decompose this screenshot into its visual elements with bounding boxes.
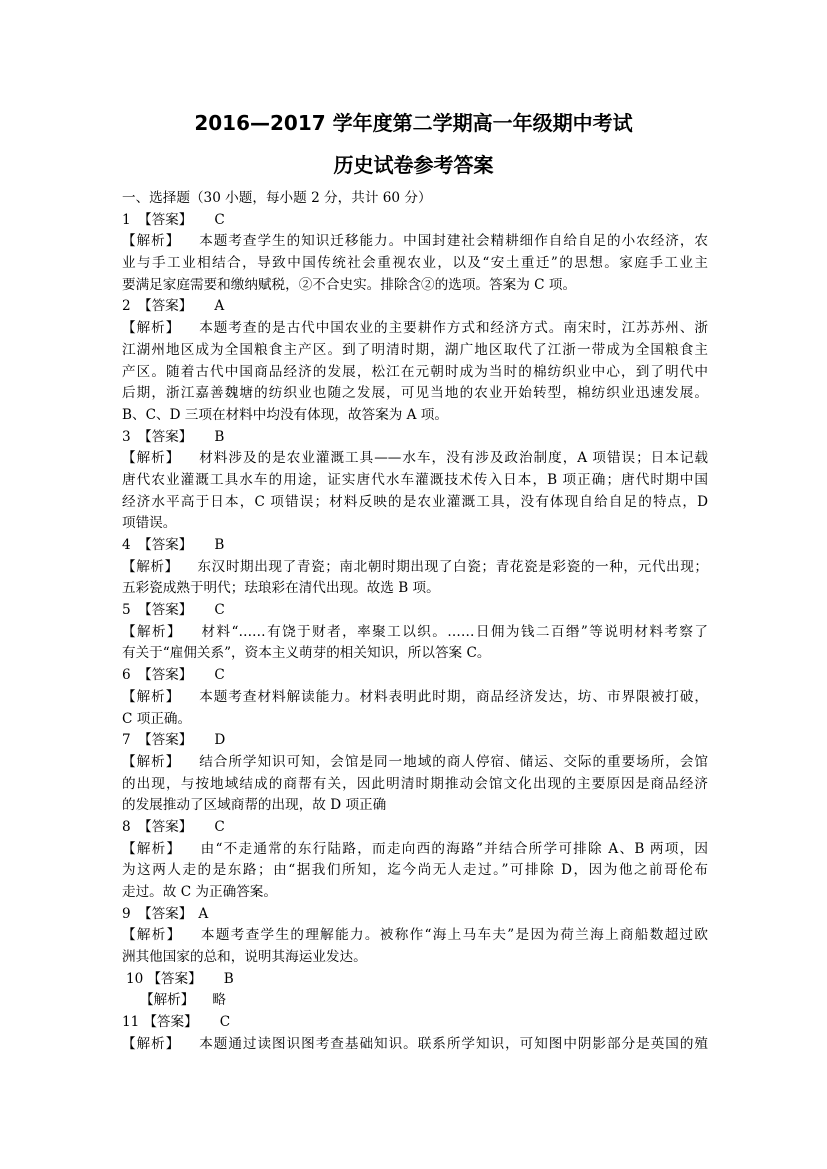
analysis-line <box>122 839 708 861</box>
analysis-text: 材料“……有饶于财者，率聚工以织。……日佣为钱二百缗”等说明材料考察了 <box>200 623 708 640</box>
analysis-line: 经济水平高于日本，C 项错误；材料反映的是农业灌溉工具，没有体现自给自足的特点，D <box>122 493 708 510</box>
analysis-label: 【解析】 <box>122 233 181 250</box>
exam-subtitle: 历史试卷参考答案 <box>333 153 494 177</box>
question-number: 3 <box>122 428 131 445</box>
analysis-line: 要满足家庭需要和缴纳赋税，②不合史实。排除含②的选项。答案为 C 项。 <box>122 276 577 293</box>
analysis-line: 洲其他国家的总和，说明其海运业发达。 <box>122 949 367 966</box>
analysis-line: 五彩瓷成熟于明代；珐琅彩在清代出现。故选 B 项。 <box>122 580 440 597</box>
answer-label: 【答案】 <box>138 537 193 553</box>
analysis-line: 唐代农业灌溉工具水车的用途，证实唐代水车灌溉技术传入日本，B 项正确；唐代时期中国 <box>122 471 708 488</box>
analysis-line <box>122 1034 708 1056</box>
analysis-text: 本题通过读图识图考查基础知识。联系所学知识，可知图中阴影部分是英国的殖 <box>198 1035 708 1052</box>
question-number: 5 <box>122 602 131 619</box>
section-heading: 一、选择题（30 小题，每小题 2 分，共计 60 分） <box>122 190 432 206</box>
answer-label: 【答案】 <box>138 602 193 619</box>
analysis-line: 产区。随着古代中国商品经济的发展，松江在元朝时成为当时的棉纺织业中心，到了明代中 <box>122 363 708 380</box>
analysis-text: 本题考查材料解读能力。材料表明此时期，商品经济发达，坊、市界限被打破， <box>198 688 708 705</box>
question-number: 6 <box>122 667 131 684</box>
answer-label: 【答案】 <box>138 667 193 684</box>
answer-label: 【答案】 <box>143 1014 198 1031</box>
document-body <box>122 188 708 1056</box>
analysis-line <box>122 231 708 253</box>
answer-value: A <box>214 298 225 315</box>
answer-label: 【答案】 <box>138 818 193 835</box>
analysis-text: 本题考查的是古代中国农业的主要耕作方式和经济方式。南宋时，江苏苏州、浙 <box>198 320 708 337</box>
answer-value: B <box>214 537 225 553</box>
answer-value: C <box>214 602 225 619</box>
answer-label: 【答案】 <box>147 970 202 987</box>
question-number: 8 <box>122 818 131 835</box>
analysis-line: B、C、D 三项在材料中均没有体现，故答案为 A 项。 <box>122 406 448 423</box>
analysis-line: C 项正确。 <box>122 710 192 727</box>
question-number: 7 <box>122 732 131 749</box>
analysis-line: 后期，浙江嘉善魏塘的纺织业也随之发展，可见当地的农业开始转型，棉纺织业迅速发展。 <box>122 385 708 402</box>
answer-line <box>122 969 708 991</box>
question-number: 2 <box>122 298 131 315</box>
answer-line <box>122 535 708 557</box>
analysis-label: 【解析】 <box>122 840 182 857</box>
answer-value: A <box>198 905 209 922</box>
answer-line <box>122 296 708 318</box>
question-number: 10 <box>126 970 144 987</box>
analysis-text: 东汉时期出现了青瓷；南北朝时期出现了白瓷；青花瓷是彩瓷的一种，元代出现； <box>196 558 708 575</box>
analysis-line: 业与手工业相结合，导致中国传统社会重视农业，以及“安土重迁”的思想。家庭手工业主 <box>122 255 708 272</box>
answer-value: D <box>214 732 226 749</box>
analysis-line: 江湖州地区成为全国粮食主产区。到了明清时期，湖广地区取代了江浙一带成为全国粮食主 <box>122 341 708 358</box>
answer-value: B <box>223 970 234 987</box>
analysis-label: 【解析】 <box>122 623 183 640</box>
analysis-line: 走过。故 C 为正确答案。 <box>122 884 277 900</box>
analysis-line: 项错误。 <box>122 515 177 532</box>
analysis-label: 【解析】 <box>122 927 182 944</box>
answer-line <box>122 817 708 839</box>
answer-line <box>122 1012 708 1034</box>
answer-value: B <box>214 428 225 445</box>
question-number: 9 <box>122 905 131 922</box>
analysis-text: 本题考查学生的理解能力。被称作“海上马车夫”是因为荷兰海上商船数超过欧 <box>199 927 708 944</box>
analysis-line: 为这两人走的是东路；由“据我们所知，迄今尚无人走过。”可排除 D，因为他之前哥伦布 <box>122 862 708 879</box>
analysis-line <box>122 752 708 774</box>
analysis-text: 本题考查学生的知识迁移能力。中国封建社会精耕细作自给自足的小农经济，农 <box>198 233 708 250</box>
answer-line <box>122 665 708 687</box>
answer-value: C <box>214 667 225 684</box>
analysis-text: 略 <box>212 992 226 1009</box>
analysis-text: 结合所学知识可知，会馆是同一地域的商人停宿、储运、交际的重要场所，会馆 <box>198 753 708 770</box>
analysis-line <box>122 448 708 470</box>
analysis-line <box>122 990 708 1012</box>
answer-value: C <box>214 211 225 228</box>
answer-label: 【答案】 <box>138 211 193 228</box>
analysis-label: 【解析】 <box>122 558 179 575</box>
answer-label: 【答案】 <box>138 905 193 922</box>
analysis-label: 【解析】 <box>122 1035 181 1052</box>
analysis-text: 由“不走通常的东行陆路，而走向西的海路”并结合所学可排除 A、B 两项，因 <box>199 840 708 857</box>
answer-line <box>122 730 708 752</box>
question-number: 11 <box>122 1014 140 1031</box>
analysis-label: 【解析】 <box>122 320 181 337</box>
analysis-label: 【解析】 <box>122 688 181 705</box>
answer-line <box>122 427 708 449</box>
analysis-label: 【解析】 <box>122 450 181 467</box>
question-number: 1 <box>122 211 131 228</box>
analysis-line: 的发展推动了区域商帮的出现，故 D 项正确 <box>122 797 387 814</box>
analysis-line: 有关于“雇佣关系”，资本主义萌芽的相关知识，所以答案 C。 <box>122 645 491 662</box>
answer-value: C <box>214 818 225 835</box>
analysis-label: 【解析】 <box>122 753 181 770</box>
answer-label: 【答案】 <box>138 428 193 445</box>
answer-line <box>122 210 708 232</box>
analysis-line <box>122 318 708 340</box>
answer-value: C <box>219 1014 231 1031</box>
answer-label: 【答案】 <box>138 732 193 749</box>
analysis-line <box>122 622 708 644</box>
exam-title: 2016—2017 学年度第二学期高一年级期中考试 <box>194 111 633 135</box>
answer-line <box>122 600 708 622</box>
question-number: 4 <box>122 537 131 553</box>
answer-line <box>122 904 708 926</box>
analysis-line <box>122 687 708 709</box>
analysis-text: 材料涉及的是农业灌溉工具——水车，没有涉及政治制度，A 项错误；日本记载 <box>198 450 708 467</box>
analysis-line <box>122 925 708 947</box>
analysis-line: 的出现，与按地域结成的商帮有关，因此明清时期推动会馆文化出现的主要原因是商品经济 <box>122 775 708 792</box>
analysis-line <box>122 557 708 579</box>
analysis-label: 【解析】 <box>140 992 195 1009</box>
answer-label: 【答案】 <box>138 298 193 315</box>
